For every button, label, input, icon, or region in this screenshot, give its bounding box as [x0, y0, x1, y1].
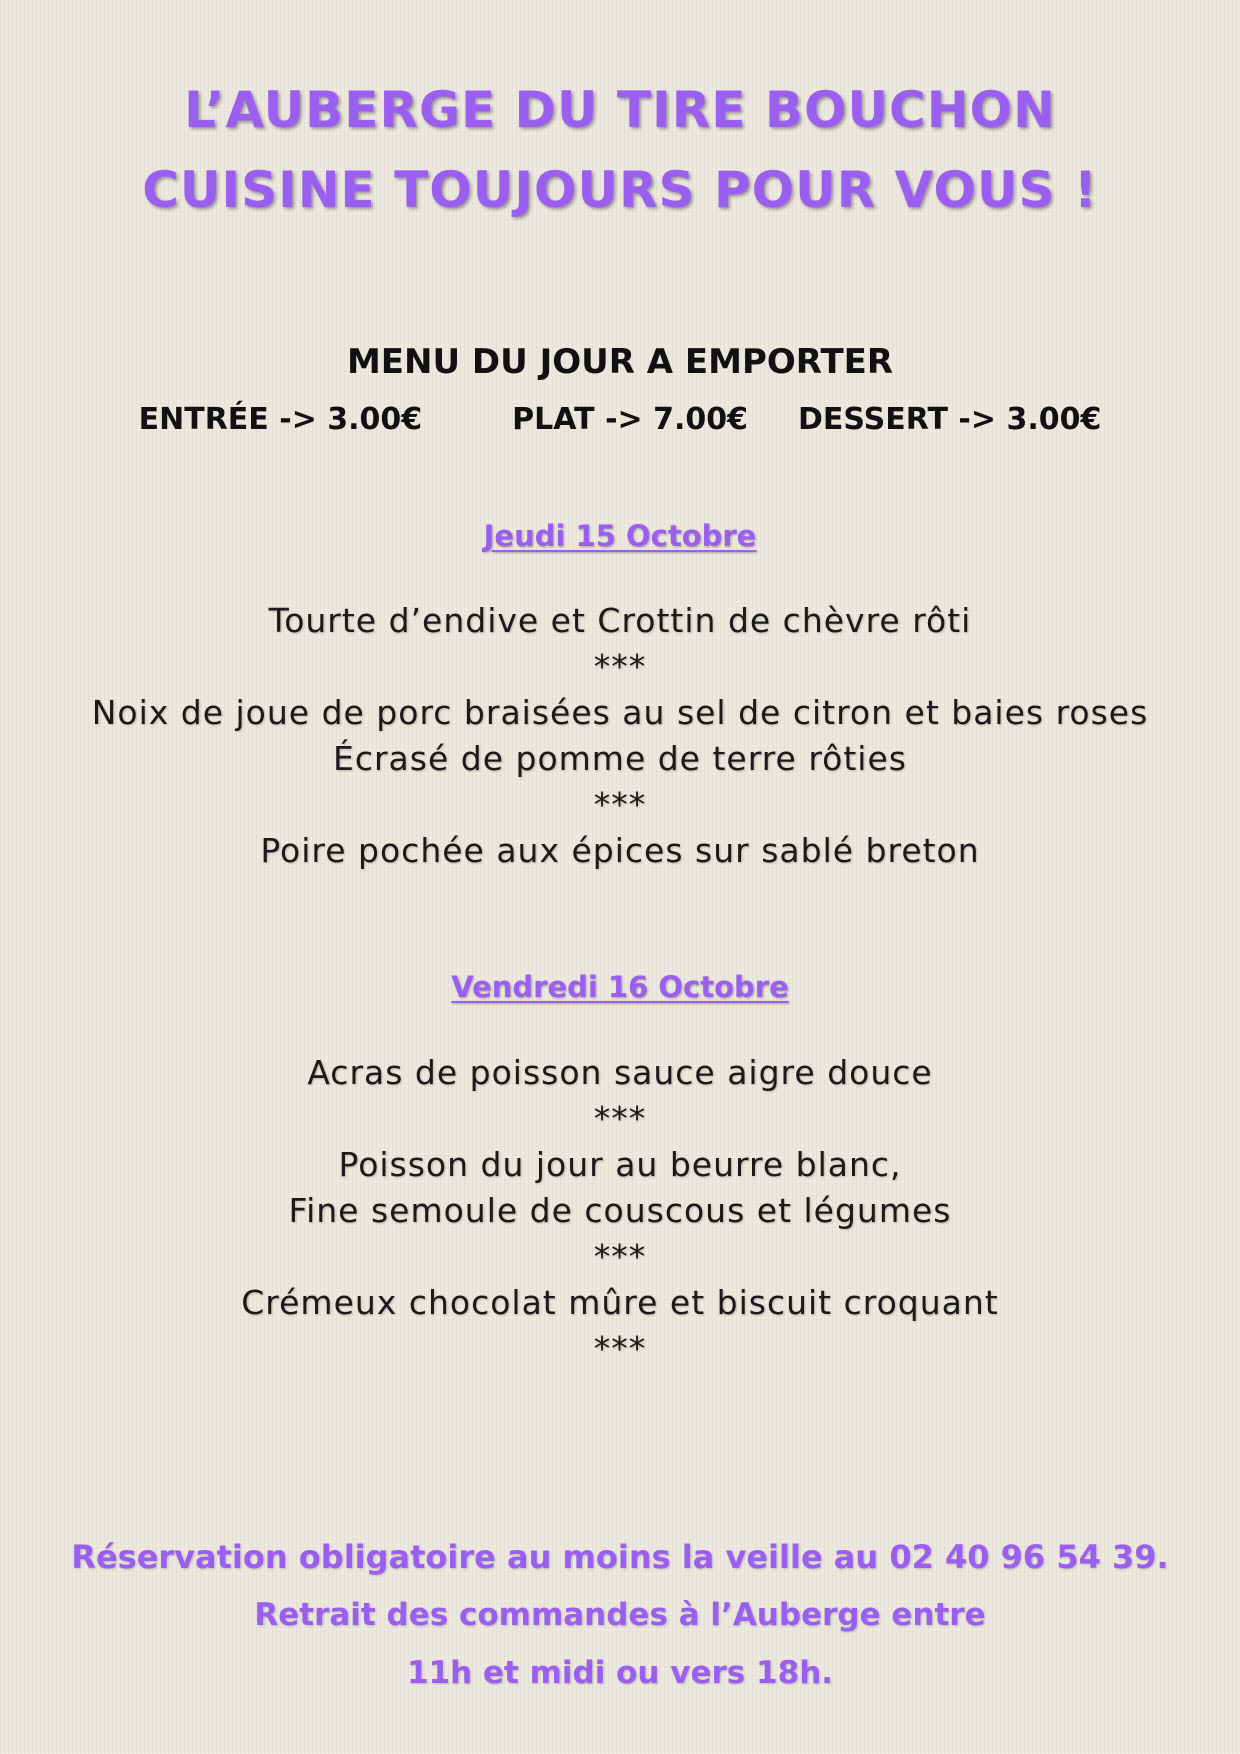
dish-separator: *** — [593, 785, 647, 824]
dish-list-friday — [0, 1050, 1240, 1372]
price-dessert: DESSERT -> 3.00€ — [798, 402, 1102, 437]
day-title-friday: Vendredi 16 Octobre — [451, 970, 789, 1004]
price-list — [0, 398, 1240, 442]
restaurant-slogan: CUISINE TOUJOURS POUR VOUS ! — [142, 161, 1098, 219]
dish-separator: *** — [593, 647, 647, 686]
dish-separator: *** — [593, 1099, 647, 1138]
dish-line: Écrasé de pomme de terre rôties — [333, 739, 907, 778]
pickup-hours: 11h et midi ou vers 18h. — [406, 1655, 834, 1691]
dish-separator: *** — [593, 1237, 647, 1276]
dish-line: Tourte d’endive et Crottin de chèvre rôti — [268, 601, 972, 640]
price-entree: ENTRÉE -> 3.00€ — [138, 402, 423, 437]
dish-line: Fine semoule de couscous et légumes — [288, 1191, 952, 1230]
menu-heading: MENU DU JOUR A EMPORTER — [346, 342, 894, 382]
dish-line: Crémeux chocolat mûre et biscuit croquant — [241, 1283, 999, 1322]
dish-line: Acras de poisson sauce aigre douce — [307, 1053, 933, 1092]
dish-list-thursday — [0, 598, 1240, 874]
dish-separator: *** — [593, 1329, 647, 1368]
dish-line: Poisson du jour au beurre blanc, — [338, 1145, 902, 1184]
dish-line: Poire pochée aux épices sur sablé breton — [260, 831, 980, 870]
price-plat: PLAT -> 7.00€ — [512, 402, 748, 437]
reservation-notice: Réservation obligatoire au moins la veille au 02 40 96 54 39. — [71, 1538, 1169, 1576]
day-title-thursday: Jeudi 15 Octobre — [483, 519, 757, 553]
restaurant-name: L’AUBERGE DU TIRE BOUCHON — [184, 81, 1056, 139]
dish-line: Noix de joue de porc braisées au sel de citron et baies roses — [91, 693, 1149, 732]
pickup-notice: Retrait des commandes à l’Auberge entre — [254, 1597, 986, 1633]
